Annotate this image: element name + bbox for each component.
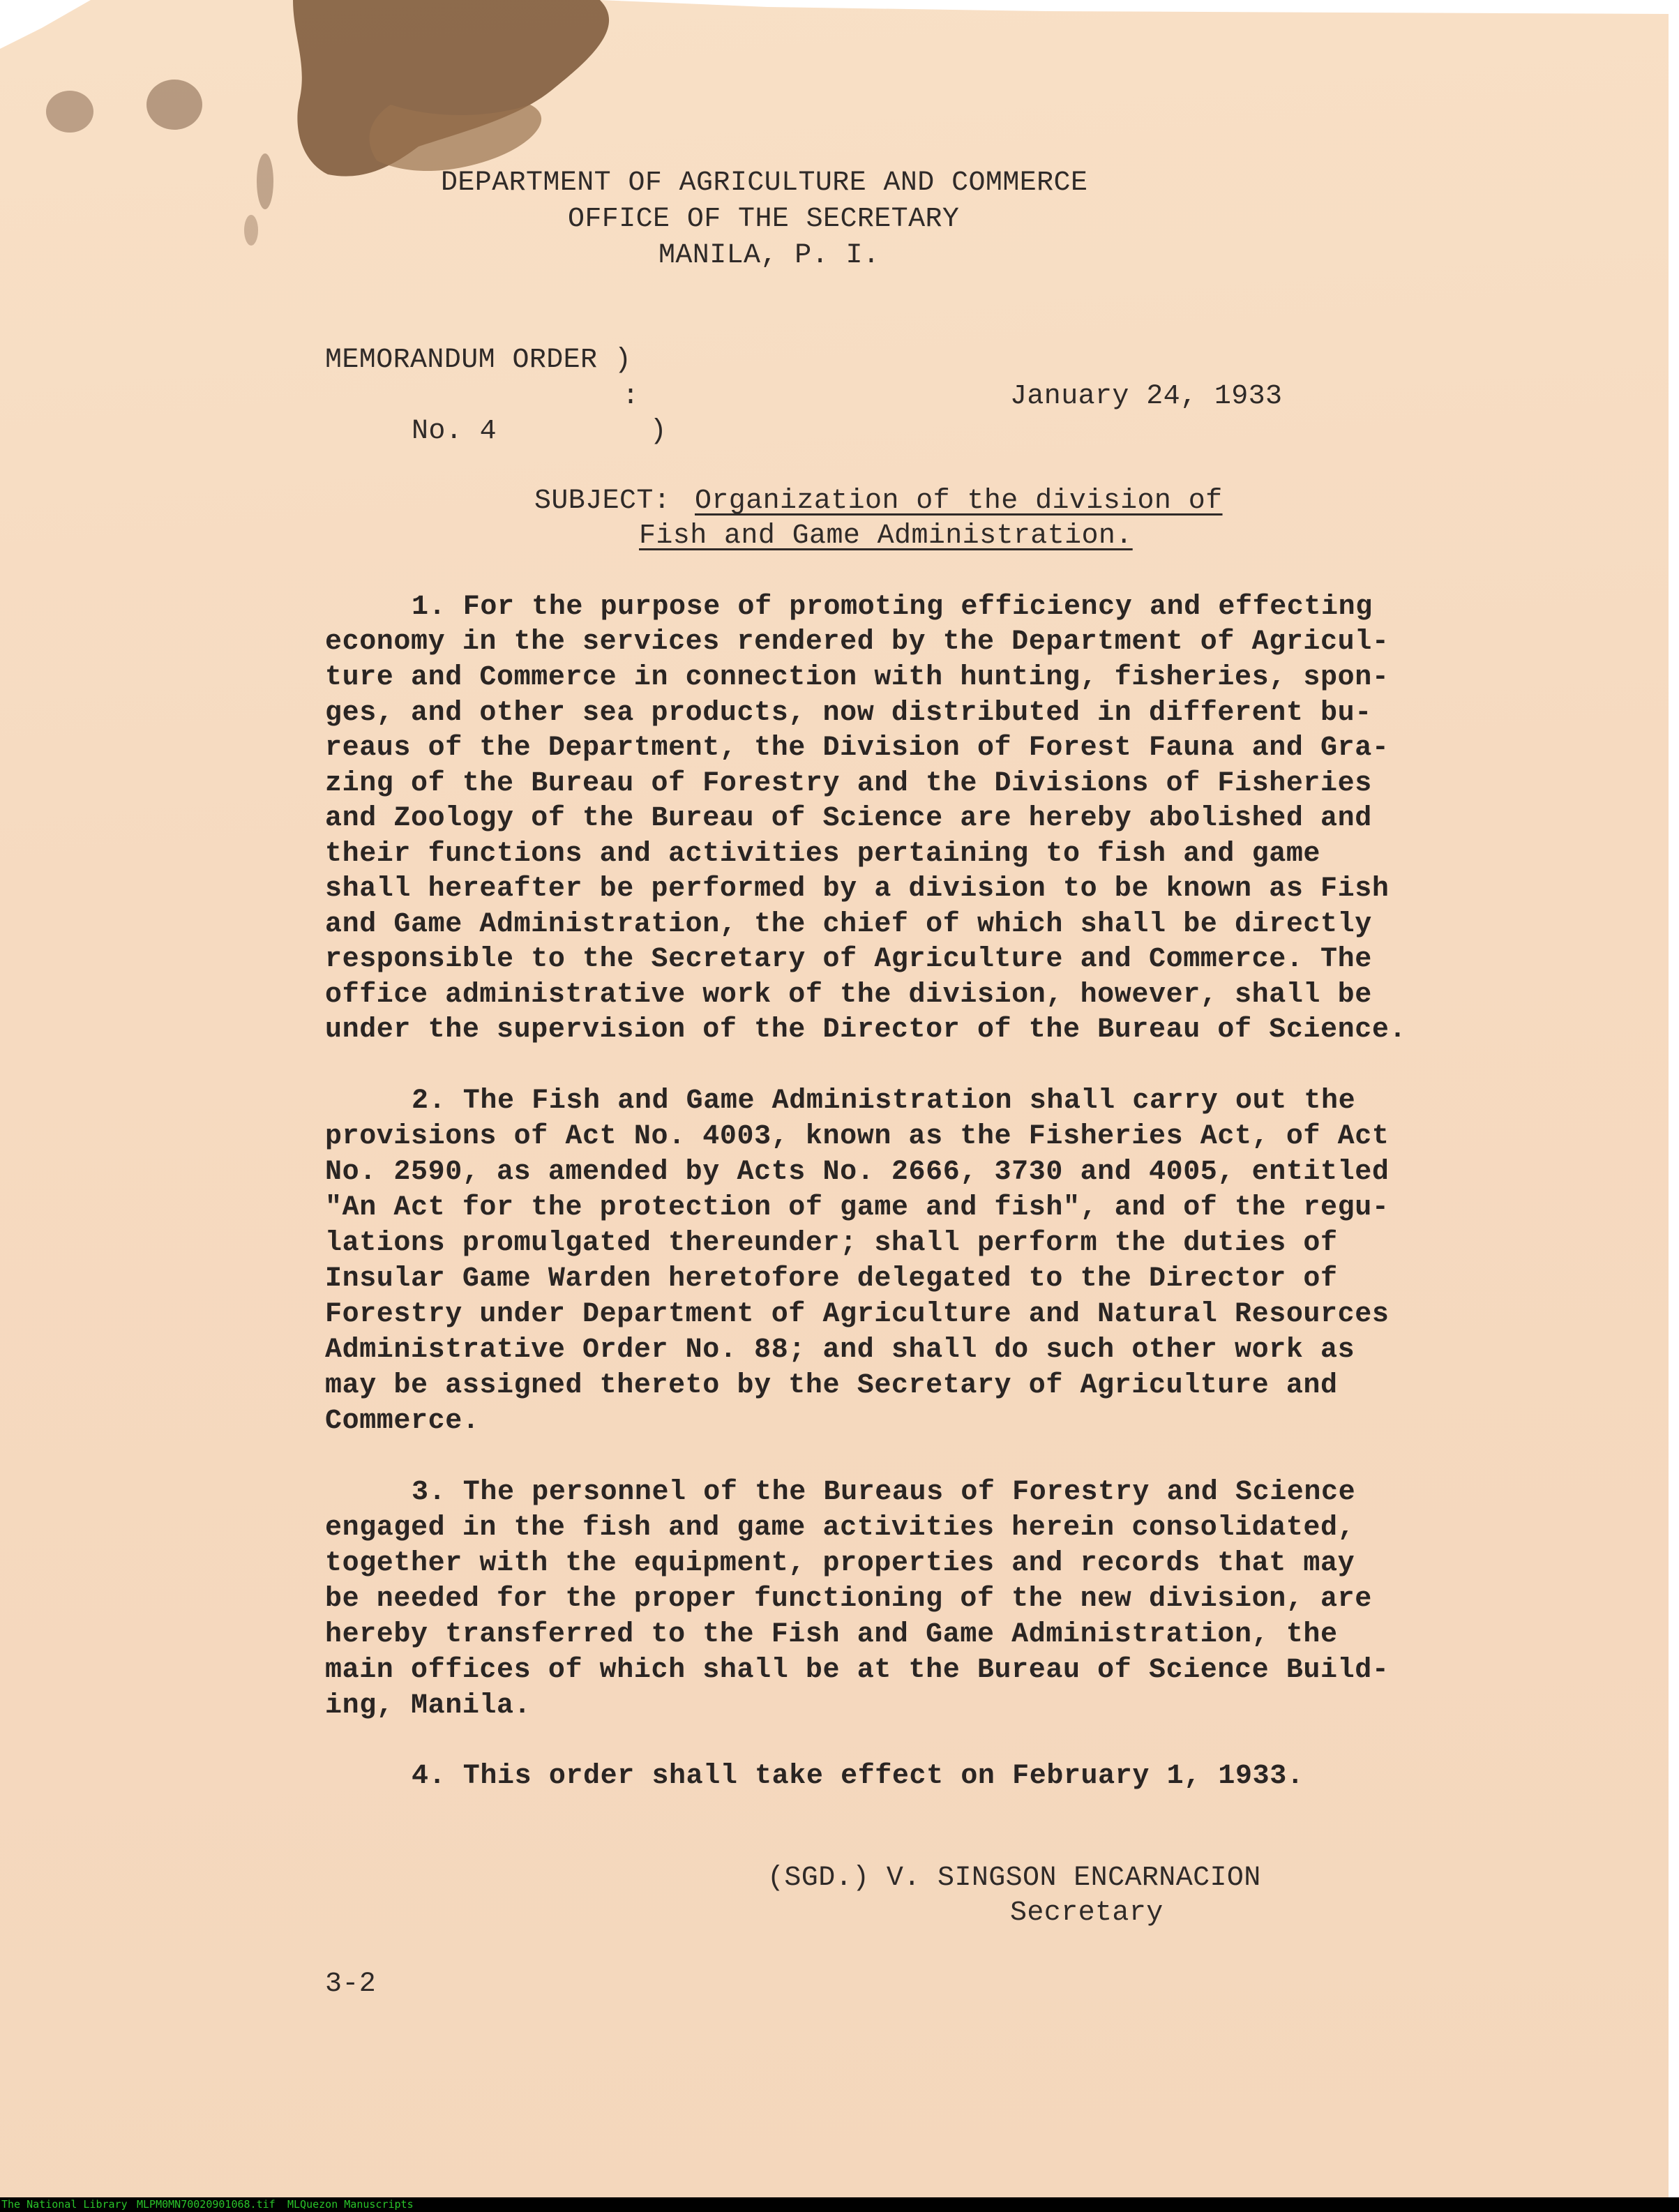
paragraph-4-line: 4. This order shall take effect on February 1, 1933. [412, 1761, 1304, 1792]
paragraph-2-line: "An Act for the protection of game and fish", and of the regu- [325, 1192, 1390, 1224]
paragraph-3-line: together with the equipment, properties and records that may [325, 1548, 1355, 1579]
paragraph-2-line: Insular Game Warden heretofore delegated to the Director of [325, 1263, 1338, 1295]
paragraph-3-line: 3. The personnel of the Bureaus of Forestry and Science [412, 1477, 1356, 1508]
paragraph-2-line: provisions of Act No. 4003, known as the Fisheries Act, of Act [325, 1121, 1390, 1152]
paragraph-3-line: ing, Manila. [325, 1690, 532, 1722]
memorandum-colon: : [622, 381, 640, 412]
footer-collection: MLQuezon Manuscripts [287, 2198, 414, 2211]
subject-label: SUBJECT: [534, 486, 688, 517]
paragraph-1-line: and Game Administration, the chief of which shall be directly [325, 909, 1372, 940]
footer-filename: MLPM0MN70020901068.tif [137, 2198, 276, 2211]
footer-library: The National Library [1, 2198, 128, 2211]
paragraph-3-line: main offices of which shall be at the Bureau of Science Build- [325, 1655, 1390, 1686]
paragraph-2-line: 2. The Fish and Game Administration shall carry out the [412, 1085, 1356, 1117]
paragraph-1-line: and Zoology of the Bureau of Science are hereby abolished and [325, 803, 1372, 834]
paragraph-1-line: 1. For the purpose of promoting efficiency and effecting [412, 592, 1373, 623]
letterhead-office: OFFICE OF THE SECRETARY [568, 204, 960, 235]
subject-line-2: Fish and Game Administration. [639, 520, 1133, 552]
paragraph-2-line: Forestry under Department of Agriculture and Natural Resources [325, 1299, 1390, 1330]
paragraph-2-line: lations promulgated thereunder; shall perform the duties of [325, 1228, 1338, 1259]
paragraph-1-line: zing of the Bureau of Forestry and the Divisions of Fisheries [325, 768, 1372, 799]
paragraph-1-line: responsible to the Secretary of Agriculture and Commerce. The [325, 944, 1372, 975]
signature-name: (SGD.) V. SINGSON ENCARNACION [767, 1863, 1261, 1894]
letterhead-location: MANILA, P. I. [658, 240, 880, 271]
paragraph-2-line: Commerce. [325, 1406, 480, 1437]
signature-title: Secretary [1010, 1897, 1164, 1929]
paragraph-1-line: their functions and activities pertaining to fish and game [325, 838, 1321, 870]
subject-line-1: Organization of the division of [695, 486, 1223, 517]
paragraph-1-line: under the supervision of the Director of the Bureau of Science. [325, 1014, 1407, 1046]
paragraph-2-line: No. 2590, as amended by Acts No. 2666, 3730 and 4005, entitled [325, 1157, 1390, 1188]
paragraph-2-line: may be assigned thereto by the Secretary of Agriculture and [325, 1370, 1338, 1401]
paragraph-2-line: Administrative Order No. 88; and shall do such other work as [325, 1334, 1355, 1366]
paragraph-1-line: reaus of the Department, the Division of Forest Fauna and Gra- [325, 732, 1390, 764]
memorandum-order-label: MEMORANDUM ORDER ) [325, 345, 632, 376]
paragraph-1-line: ges, and other sea products, now distributed in different bu- [325, 698, 1372, 729]
page-code: 3-2 [325, 1969, 377, 2000]
paragraph-1-line: ture and Commerce in connection with hunting, fisheries, spon- [325, 662, 1390, 693]
memorandum-date: January 24, 1933 [1010, 381, 1283, 412]
paragraph-1-line: economy in the services rendered by the Department of Agricul- [325, 626, 1390, 658]
paragraph-3-line: hereby transferred to the Fish and Game Administration, the [325, 1619, 1338, 1650]
paragraph-3-line: engaged in the fish and game activities herein consolidated, [325, 1512, 1355, 1544]
paragraph-3-line: be needed for the proper functioning of the new division, are [325, 1583, 1372, 1615]
paragraph-1-line: office administrative work of the division, however, shall be [325, 979, 1372, 1011]
memorandum-number: No. 4 ) [412, 416, 668, 447]
letterhead-department: DEPARTMENT OF AGRICULTURE AND COMMERCE [441, 167, 1088, 199]
paragraph-1-line: shall hereafter be performed by a division to be known as Fish [325, 873, 1390, 905]
